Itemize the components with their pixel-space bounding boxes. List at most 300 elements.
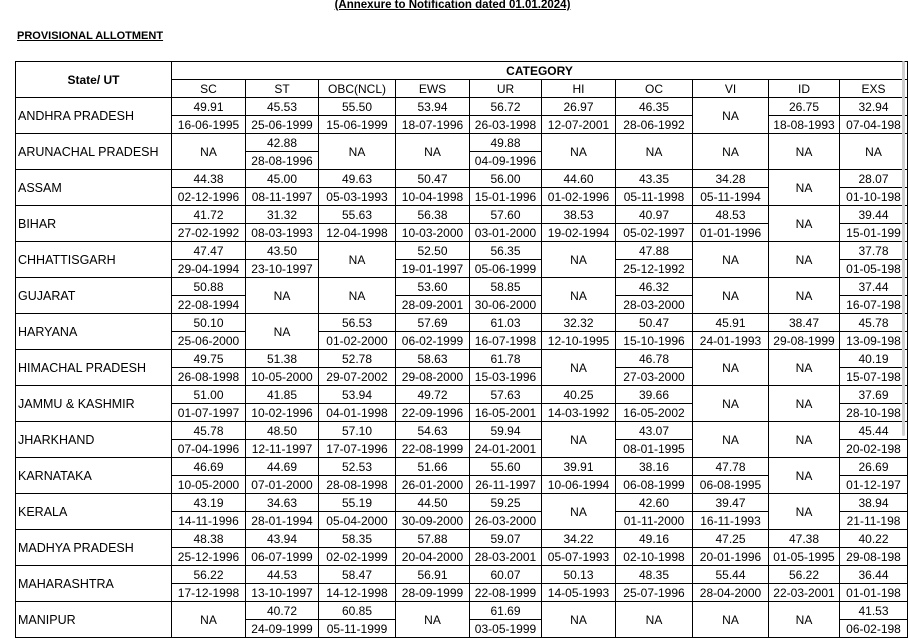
dob-cell: 10-03-2000 — [396, 224, 470, 242]
state-name: ANDHRA PRADESH — [16, 98, 172, 134]
score-cell: 59.07 — [470, 530, 542, 548]
score-cell: NA — [396, 134, 470, 170]
score-cell: 61.78 — [470, 350, 542, 368]
allotment-table — [15, 61, 908, 638]
score-cell: 34.22 — [542, 530, 616, 548]
dob-cell: 19-01-1997 — [396, 260, 470, 278]
score-cell: 40.72 — [246, 602, 319, 620]
dob-cell: 07-01-2000 — [246, 476, 319, 494]
dob-cell: 26-08-1998 — [172, 368, 246, 386]
dob-cell: 01-01-198 — [840, 584, 908, 602]
score-cell: 39.47 — [693, 494, 769, 512]
score-cell: 43.94 — [246, 530, 319, 548]
score-cell: NA — [693, 242, 769, 278]
dob-cell: 12-10-1995 — [542, 332, 616, 350]
dob-cell: 27-03-2000 — [616, 368, 693, 386]
score-cell: 37.44 — [840, 278, 908, 296]
dob-cell: 03-01-2000 — [470, 224, 542, 242]
dob-cell: 16-07-198 — [840, 296, 908, 314]
dob-cell: 30-09-2000 — [396, 512, 470, 530]
dob-cell: 01-05-198 — [840, 260, 908, 278]
state-name: MANIPUR — [16, 602, 172, 638]
score-cell: 61.03 — [470, 314, 542, 332]
dob-cell: 30-06-2000 — [470, 296, 542, 314]
score-cell: 56.22 — [769, 566, 840, 584]
dob-cell: 25-12-1992 — [616, 260, 693, 278]
state-name: CHHATTISGARH — [16, 242, 172, 278]
dob-cell: 29-07-2002 — [319, 368, 396, 386]
score-cell: NA — [769, 494, 840, 530]
score-cell: 45.78 — [172, 422, 246, 440]
score-cell: 40.25 — [542, 386, 616, 404]
allotment-table-container — [15, 61, 905, 636]
score-cell: 48.35 — [616, 566, 693, 584]
score-cell: 39.66 — [616, 386, 693, 404]
dob-cell: 14-12-1998 — [319, 584, 396, 602]
score-cell: NA — [693, 386, 769, 422]
dob-cell: 23-10-1997 — [246, 260, 319, 278]
score-cell: 52.50 — [396, 242, 470, 260]
score-cell: NA — [693, 98, 769, 134]
dob-cell: 29-08-2000 — [396, 368, 470, 386]
score-cell: 31.32 — [246, 206, 319, 224]
score-cell: 46.78 — [616, 350, 693, 368]
dob-cell: 26-03-1998 — [470, 116, 542, 134]
dob-cell: 18-07-1996 — [396, 116, 470, 134]
dob-cell: 05-11-1999 — [319, 620, 396, 638]
dob-cell: 22-08-1999 — [396, 440, 470, 458]
score-cell: 44.69 — [246, 458, 319, 476]
dob-cell: 14-03-1992 — [542, 404, 616, 422]
score-cell: 53.94 — [319, 386, 396, 404]
score-cell: NA — [616, 134, 693, 170]
score-cell: 60.85 — [319, 602, 396, 620]
score-cell: 40.97 — [616, 206, 693, 224]
dob-cell: 25-07-1996 — [616, 584, 693, 602]
score-cell: 47.78 — [693, 458, 769, 476]
state-column-header: State/ UT — [16, 62, 172, 98]
column-header: OC — [616, 80, 693, 98]
dob-cell: 28-06-1992 — [616, 116, 693, 134]
score-cell: 45.53 — [246, 98, 319, 116]
dob-cell: 15-01-1996 — [470, 188, 542, 206]
dob-cell: 08-11-1997 — [246, 188, 319, 206]
dob-cell: 02-12-1996 — [172, 188, 246, 206]
score-cell: 49.88 — [470, 134, 542, 152]
score-cell: 55.19 — [319, 494, 396, 512]
dob-cell: 28-08-1996 — [246, 152, 319, 170]
dob-cell: 16-05-2002 — [616, 404, 693, 422]
score-cell: 44.53 — [246, 566, 319, 584]
dob-cell: 13-09-198 — [840, 332, 908, 350]
score-cell: 44.60 — [542, 170, 616, 188]
score-cell: 50.47 — [616, 314, 693, 332]
dob-cell: 01-02-2000 — [319, 332, 396, 350]
dob-cell: 26-01-2000 — [396, 476, 470, 494]
dob-cell: 10-02-1996 — [246, 404, 319, 422]
score-cell: 55.63 — [319, 206, 396, 224]
score-cell: 49.75 — [172, 350, 246, 368]
score-cell: 57.69 — [396, 314, 470, 332]
dob-cell: 01-07-1997 — [172, 404, 246, 422]
dob-cell: 10-06-1994 — [542, 476, 616, 494]
score-cell: 38.53 — [542, 206, 616, 224]
table-row — [16, 422, 908, 440]
score-cell: 47.47 — [172, 242, 246, 260]
score-cell: NA — [769, 206, 840, 242]
dob-cell: 21-11-198 — [840, 512, 908, 530]
annexure-title: (Annexure to Notification dated 01.01.2024) — [334, 0, 571, 11]
dob-cell: 29-08-1999 — [769, 332, 840, 350]
score-cell: 59.94 — [470, 422, 542, 440]
dob-cell: 24-09-1999 — [246, 620, 319, 638]
score-cell: NA — [769, 134, 840, 170]
score-cell: 46.32 — [616, 278, 693, 296]
column-header: VI — [693, 80, 769, 98]
score-cell: NA — [542, 242, 616, 278]
score-cell: 40.22 — [840, 530, 908, 548]
score-cell: NA — [693, 422, 769, 458]
score-cell: 45.00 — [246, 170, 319, 188]
dob-cell: 12-11-1997 — [246, 440, 319, 458]
score-cell: NA — [246, 278, 319, 314]
dob-cell: 06-02-1999 — [396, 332, 470, 350]
score-cell: 49.63 — [319, 170, 396, 188]
score-cell: 51.38 — [246, 350, 319, 368]
dob-cell: 16-11-1993 — [693, 512, 769, 530]
score-cell: 46.35 — [616, 98, 693, 116]
score-cell: 41.53 — [840, 602, 908, 620]
score-cell: 60.07 — [470, 566, 542, 584]
score-cell: 37.69 — [840, 386, 908, 404]
dob-cell: 17-07-1996 — [319, 440, 396, 458]
dob-cell: 01-12-197 — [840, 476, 908, 494]
table-row — [16, 278, 908, 296]
score-cell: NA — [319, 242, 396, 278]
dob-cell: 02-10-1998 — [616, 548, 693, 566]
dob-cell: 26-03-2000 — [470, 512, 542, 530]
score-cell: 26.75 — [769, 98, 840, 116]
dob-cell: 25-12-1996 — [172, 548, 246, 566]
dob-cell: 05-06-1999 — [470, 260, 542, 278]
score-cell: 55.50 — [319, 98, 396, 116]
dob-cell: 22-09-1996 — [396, 404, 470, 422]
table-row — [16, 350, 908, 368]
category-header: CATEGORY — [172, 62, 908, 80]
dob-cell: 15-10-1996 — [616, 332, 693, 350]
dob-cell: 28-09-2001 — [396, 296, 470, 314]
score-cell: 45.91 — [693, 314, 769, 332]
score-cell: 54.63 — [396, 422, 470, 440]
score-cell: 58.35 — [319, 530, 396, 548]
score-cell: NA — [840, 134, 908, 170]
score-cell: NA — [246, 314, 319, 350]
dob-cell: 08-01-1995 — [616, 440, 693, 458]
score-cell: 50.10 — [172, 314, 246, 332]
dob-cell: 20-02-198 — [840, 440, 908, 458]
dob-cell: 05-11-1998 — [616, 188, 693, 206]
table-row — [16, 134, 908, 152]
score-cell: NA — [769, 602, 840, 638]
score-cell: NA — [769, 386, 840, 422]
dob-cell: 14-11-1996 — [172, 512, 246, 530]
score-cell: 48.38 — [172, 530, 246, 548]
dob-cell: 24-01-1993 — [693, 332, 769, 350]
dob-cell: 07-04-1996 — [172, 440, 246, 458]
score-cell: 52.53 — [319, 458, 396, 476]
score-cell: 56.00 — [470, 170, 542, 188]
dob-cell: 12-07-2001 — [542, 116, 616, 134]
score-cell: 45.78 — [840, 314, 908, 332]
score-cell: 50.47 — [396, 170, 470, 188]
score-cell: 56.72 — [470, 98, 542, 116]
state-name: BIHAR — [16, 206, 172, 242]
score-cell: 56.53 — [319, 314, 396, 332]
dob-cell: 18-08-1993 — [769, 116, 840, 134]
score-cell: 37.78 — [840, 242, 908, 260]
score-cell: NA — [542, 134, 616, 170]
score-cell: 26.69 — [840, 458, 908, 476]
score-cell: 47.88 — [616, 242, 693, 260]
score-cell: 41.85 — [246, 386, 319, 404]
score-cell: 39.91 — [542, 458, 616, 476]
score-cell: NA — [769, 422, 840, 458]
dob-cell: 20-01-1996 — [693, 548, 769, 566]
score-cell: 57.60 — [470, 206, 542, 224]
scrollbar[interactable] — [902, 61, 905, 436]
score-cell: NA — [172, 602, 246, 638]
score-cell: 51.66 — [396, 458, 470, 476]
score-cell: 50.88 — [172, 278, 246, 296]
dob-cell: 24-01-2001 — [470, 440, 542, 458]
dob-cell: 04-09-1996 — [470, 152, 542, 170]
dob-cell: 05-03-1993 — [319, 188, 396, 206]
score-cell: 55.44 — [693, 566, 769, 584]
score-cell: 39.44 — [840, 206, 908, 224]
score-cell: 36.44 — [840, 566, 908, 584]
score-cell: NA — [769, 350, 840, 386]
score-cell: NA — [172, 134, 246, 170]
dob-cell: 20-04-2000 — [396, 548, 470, 566]
dob-cell: 17-12-1998 — [172, 584, 246, 602]
section-title: PROVISIONAL ALLOTMENT — [17, 30, 164, 42]
score-cell: 57.10 — [319, 422, 396, 440]
score-cell: 34.28 — [693, 170, 769, 188]
score-cell: 38.47 — [769, 314, 840, 332]
dob-cell: 08-03-1993 — [246, 224, 319, 242]
score-cell: 32.32 — [542, 314, 616, 332]
score-cell: 43.50 — [246, 242, 319, 260]
score-cell: 45.44 — [840, 422, 908, 440]
score-cell: NA — [769, 458, 840, 494]
dob-cell: 16-06-1995 — [172, 116, 246, 134]
score-cell: NA — [542, 350, 616, 386]
table-row — [16, 242, 908, 260]
score-cell: 48.50 — [246, 422, 319, 440]
score-cell: 56.91 — [396, 566, 470, 584]
dob-cell: 04-01-1998 — [319, 404, 396, 422]
score-cell: 49.72 — [396, 386, 470, 404]
score-cell: NA — [542, 494, 616, 530]
dob-cell: 06-08-1995 — [693, 476, 769, 494]
score-cell: NA — [693, 350, 769, 386]
score-cell: 38.16 — [616, 458, 693, 476]
score-cell: 53.94 — [396, 98, 470, 116]
dob-cell: 13-10-1997 — [246, 584, 319, 602]
state-name: HIMACHAL PRADESH — [16, 350, 172, 386]
score-cell: NA — [769, 242, 840, 278]
score-cell: 57.88 — [396, 530, 470, 548]
state-name: HARYANA — [16, 314, 172, 350]
column-header: ID — [769, 80, 840, 98]
dob-cell: 19-02-1994 — [542, 224, 616, 242]
dob-cell: 14-05-1993 — [542, 584, 616, 602]
table-row — [16, 494, 908, 512]
dob-cell: 01-05-1995 — [769, 548, 840, 566]
table-row — [16, 602, 908, 620]
score-cell: 42.88 — [246, 134, 319, 152]
state-name: ARUNACHAL PRADESH — [16, 134, 172, 170]
dob-cell: 22-08-1999 — [470, 584, 542, 602]
score-cell: NA — [542, 422, 616, 458]
score-cell: 56.22 — [172, 566, 246, 584]
dob-cell: 06-07-1999 — [246, 548, 319, 566]
table-row — [16, 566, 908, 584]
dob-cell: 26-11-1997 — [470, 476, 542, 494]
state-name: MADHYA PRADESH — [16, 530, 172, 566]
dob-cell: 01-11-2000 — [616, 512, 693, 530]
dob-cell: 01-02-1996 — [542, 188, 616, 206]
dob-cell: 06-02-198 — [840, 620, 908, 638]
dob-cell: 25-06-1999 — [246, 116, 319, 134]
dob-cell: 06-08-1999 — [616, 476, 693, 494]
score-cell: 43.35 — [616, 170, 693, 188]
dob-cell: 15-07-198 — [840, 368, 908, 386]
state-name: KERALA — [16, 494, 172, 530]
score-cell: 34.63 — [246, 494, 319, 512]
score-cell: NA — [319, 278, 396, 314]
table-row — [16, 206, 908, 224]
score-cell: NA — [769, 170, 840, 206]
dob-cell: 12-04-1998 — [319, 224, 396, 242]
score-cell: 52.78 — [319, 350, 396, 368]
score-cell: 43.07 — [616, 422, 693, 440]
dob-cell: 29-08-198 — [840, 548, 908, 566]
dob-cell: 28-08-1998 — [319, 476, 396, 494]
dob-cell: 05-02-1997 — [616, 224, 693, 242]
score-cell: 40.19 — [840, 350, 908, 368]
table-row — [16, 386, 908, 404]
dob-cell: 05-07-1993 — [542, 548, 616, 566]
score-cell: NA — [693, 278, 769, 314]
table-row — [16, 530, 908, 548]
state-name: MAHARASHTRA — [16, 566, 172, 602]
dob-cell: 10-05-2000 — [172, 476, 246, 494]
state-name: JHARKHAND — [16, 422, 172, 458]
score-cell: 57.63 — [470, 386, 542, 404]
score-cell: 41.72 — [172, 206, 246, 224]
dob-cell: 05-11-1994 — [693, 188, 769, 206]
state-name: GUJARAT — [16, 278, 172, 314]
dob-cell: 16-07-1998 — [470, 332, 542, 350]
dob-cell: 28-09-1999 — [396, 584, 470, 602]
dob-cell: 15-03-1996 — [470, 368, 542, 386]
dob-cell: 16-05-2001 — [470, 404, 542, 422]
dob-cell: 27-02-1992 — [172, 224, 246, 242]
score-cell: 46.69 — [172, 458, 246, 476]
score-cell: 42.60 — [616, 494, 693, 512]
score-cell: NA — [693, 602, 769, 638]
dob-cell: 29-04-1994 — [172, 260, 246, 278]
score-cell: 47.38 — [769, 530, 840, 548]
score-cell: NA — [396, 602, 470, 638]
column-header: OBC(NCL) — [319, 80, 396, 98]
score-cell: 56.35 — [470, 242, 542, 260]
dob-cell: 22-03-2001 — [769, 584, 840, 602]
dob-cell: 15-06-1999 — [319, 116, 396, 134]
score-cell: NA — [769, 278, 840, 314]
dob-cell: 01-01-1996 — [693, 224, 769, 242]
dob-cell: 07-04-198 — [840, 116, 908, 134]
score-cell: 44.50 — [396, 494, 470, 512]
dob-cell: 28-03-2001 — [470, 548, 542, 566]
table-row — [16, 314, 908, 332]
dob-cell: 05-04-2000 — [319, 512, 396, 530]
score-cell: 26.97 — [542, 98, 616, 116]
state-name: KARNATAKA — [16, 458, 172, 494]
column-header: EWS — [396, 80, 470, 98]
score-cell: 28.07 — [840, 170, 908, 188]
dob-cell: 10-04-1998 — [396, 188, 470, 206]
score-cell: 38.94 — [840, 494, 908, 512]
column-header: ST — [246, 80, 319, 98]
dob-cell: 25-06-2000 — [172, 332, 246, 350]
dob-cell: 10-05-2000 — [246, 368, 319, 386]
state-name: JAMMU & KASHMIR — [16, 386, 172, 422]
score-cell: NA — [616, 602, 693, 638]
dob-cell: 28-01-1994 — [246, 512, 319, 530]
score-cell: 44.38 — [172, 170, 246, 188]
score-cell: 53.60 — [396, 278, 470, 296]
score-cell: 49.16 — [616, 530, 693, 548]
dob-cell: 15-01-199 — [840, 224, 908, 242]
score-cell: 51.00 — [172, 386, 246, 404]
table-row — [16, 98, 908, 116]
score-cell: NA — [542, 278, 616, 314]
score-cell: 55.60 — [470, 458, 542, 476]
column-header: SC — [172, 80, 246, 98]
score-cell: NA — [693, 134, 769, 170]
score-cell: NA — [542, 602, 616, 638]
score-cell: 61.69 — [470, 602, 542, 620]
score-cell: 50.13 — [542, 566, 616, 584]
dob-cell: 03-05-1999 — [470, 620, 542, 638]
score-cell: 32.94 — [840, 98, 908, 116]
state-name: ASSAM — [16, 170, 172, 206]
table-row — [16, 458, 908, 476]
table-row — [16, 170, 908, 188]
score-cell: 56.38 — [396, 206, 470, 224]
score-cell: 58.85 — [470, 278, 542, 296]
score-cell: 43.19 — [172, 494, 246, 512]
dob-cell: 01-10-198 — [840, 188, 908, 206]
dob-cell: 28-04-2000 — [693, 584, 769, 602]
score-cell: 47.25 — [693, 530, 769, 548]
score-cell: 58.47 — [319, 566, 396, 584]
column-header: UR — [470, 80, 542, 98]
dob-cell: 22-08-1994 — [172, 296, 246, 314]
score-cell: 59.25 — [470, 494, 542, 512]
